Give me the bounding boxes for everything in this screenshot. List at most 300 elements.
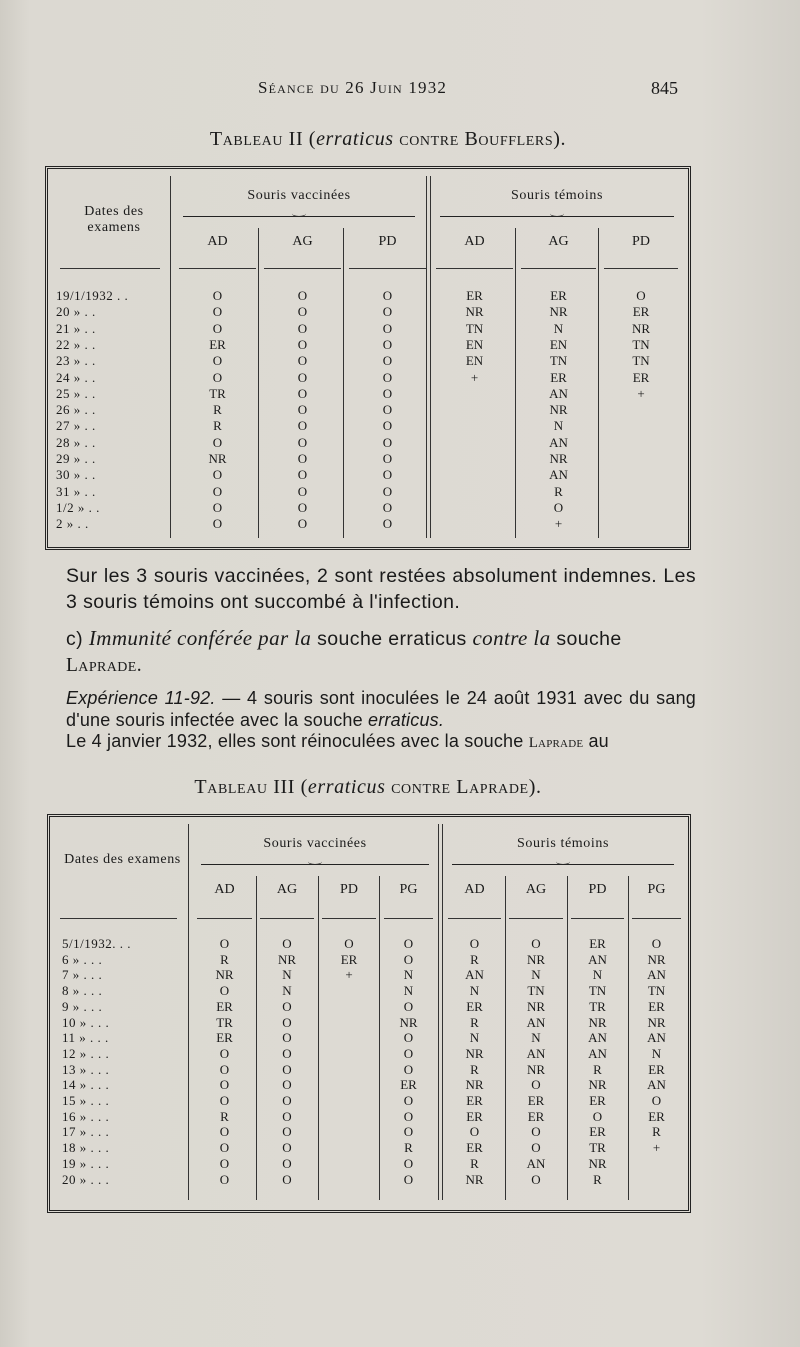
table3-brace-vaccinated bbox=[201, 858, 429, 865]
table2-cell: NR bbox=[208, 451, 227, 466]
table2-cell: TN bbox=[632, 336, 650, 352]
table3-cell: ER bbox=[466, 1108, 483, 1124]
reinoculation-text-end: au bbox=[583, 731, 609, 751]
table3-caption bbox=[0, 776, 768, 799]
table2-brace-controls bbox=[440, 210, 674, 217]
table2-row-date: 31 » . . bbox=[56, 483, 96, 499]
table3-cell: O bbox=[403, 1045, 414, 1061]
table3-cell: O bbox=[219, 936, 230, 951]
table3-cell: AN bbox=[647, 1030, 666, 1046]
table2-cell: O bbox=[297, 434, 308, 450]
table2-group-controls: Souris témoins bbox=[510, 188, 604, 203]
table3-cell: NR bbox=[399, 1014, 418, 1030]
table3-table-row bbox=[0, 1172, 800, 1187]
table3-cell: TN bbox=[647, 983, 666, 999]
table2-rule bbox=[436, 268, 513, 269]
table3-cell: ER bbox=[340, 951, 358, 967]
table3-cell: O bbox=[219, 983, 230, 999]
table2-cell: O bbox=[297, 353, 308, 369]
table3-cell: R bbox=[470, 1155, 479, 1171]
table3-cell: O bbox=[531, 1077, 541, 1093]
table3-cell: AN bbox=[526, 1014, 546, 1030]
table3-table-row bbox=[0, 1140, 800, 1155]
table3-cell: NR bbox=[526, 951, 546, 967]
table3-cell: NR bbox=[526, 1061, 546, 1077]
table3-cell: O bbox=[531, 1171, 541, 1187]
table2-cell: O bbox=[382, 499, 393, 515]
table3-table-row bbox=[0, 1077, 800, 1092]
table3-cell: O bbox=[282, 1045, 292, 1061]
table3-row-date: 12 » . . . bbox=[62, 1045, 110, 1061]
table2-rule bbox=[264, 268, 341, 269]
table2-cell: O bbox=[297, 304, 308, 320]
table2-cell: R bbox=[213, 402, 222, 418]
table2-cell: O bbox=[382, 516, 393, 532]
table3-cell: R bbox=[470, 1014, 479, 1030]
table3-cell: ER bbox=[648, 1061, 665, 1077]
table3-row-date: 18 » . . . bbox=[62, 1140, 110, 1156]
table2-col-header: AG bbox=[548, 234, 569, 249]
table2-col-header: PD bbox=[632, 234, 650, 249]
table3-cell: AN bbox=[526, 1045, 546, 1061]
table3-cell: R bbox=[404, 1140, 413, 1156]
table2-cell: N bbox=[553, 320, 564, 336]
table3-table-row bbox=[0, 1030, 800, 1045]
table3-cell: ER bbox=[589, 936, 606, 951]
table2-cell: NR bbox=[549, 451, 568, 466]
table3-cell: N bbox=[282, 967, 292, 983]
table2-cell: O bbox=[382, 304, 393, 320]
table3-cell: R bbox=[593, 1171, 602, 1187]
table3-cell: O bbox=[282, 1030, 292, 1046]
table3-col-header: AG bbox=[276, 882, 298, 897]
table2-cell: ER bbox=[632, 369, 650, 385]
table3-table-row bbox=[0, 936, 800, 951]
running-head bbox=[0, 78, 800, 102]
table2-cell: + bbox=[470, 369, 479, 385]
table2-rule bbox=[60, 268, 160, 269]
table2-cell: N bbox=[553, 418, 564, 434]
table2-table-row bbox=[0, 516, 800, 531]
table3-cell: O bbox=[282, 998, 292, 1014]
table2-cell: O bbox=[212, 467, 223, 483]
table2-cell: O bbox=[297, 336, 308, 352]
table3-cell: + bbox=[652, 1140, 661, 1156]
reinoculation-strain: Laprade bbox=[528, 735, 584, 751]
table2-cell: EN bbox=[465, 336, 484, 352]
table3-table-row bbox=[0, 967, 800, 982]
table2-cell: O bbox=[212, 499, 223, 515]
table3-cell: O bbox=[282, 1061, 292, 1077]
table2-table-row bbox=[0, 435, 800, 450]
table3-row-date: 11 » . . . bbox=[62, 1030, 109, 1046]
table3-cell: O bbox=[531, 1124, 541, 1140]
table3-cell: NR bbox=[647, 1014, 666, 1030]
table3-cell: O bbox=[282, 1171, 292, 1187]
table2-col-header: PD bbox=[378, 234, 397, 249]
table3-cell: ER bbox=[527, 1108, 545, 1124]
table3-cell: NR bbox=[465, 1077, 484, 1093]
table3-cell: O bbox=[403, 1030, 414, 1046]
table2-cell: TR bbox=[209, 385, 226, 401]
table2-cell: ER bbox=[209, 336, 226, 352]
table2-col-header: AG bbox=[292, 234, 313, 249]
table2-col-header: AD bbox=[464, 234, 485, 249]
table2-cell: AN bbox=[549, 434, 568, 450]
table2-row-date: 24 » . . bbox=[56, 369, 96, 385]
table3-cell: O bbox=[282, 936, 292, 951]
experiment-text-italic: erraticus. bbox=[368, 710, 445, 730]
table2-cell: TN bbox=[632, 353, 650, 369]
table2-rule bbox=[179, 268, 256, 269]
table2-rule bbox=[521, 268, 596, 269]
table2-cell: O bbox=[297, 418, 308, 434]
table2-table-row bbox=[0, 418, 800, 433]
table2-cell: ER bbox=[466, 288, 483, 303]
section-heading-part: contre la bbox=[472, 626, 551, 650]
table3-group-vaccinated: Souris vaccinées bbox=[263, 836, 367, 851]
table2-cell: NR bbox=[549, 402, 568, 418]
section-heading bbox=[66, 625, 696, 679]
table2-cell: O bbox=[212, 369, 223, 385]
table3-cell: N bbox=[469, 983, 480, 999]
table3-cell: R bbox=[652, 1124, 661, 1140]
paragraph-experiment bbox=[66, 687, 696, 731]
table3-cell: AN bbox=[588, 1045, 607, 1061]
table2-cell: R bbox=[554, 483, 563, 499]
table3-cell: N bbox=[282, 983, 292, 999]
table2-table-row bbox=[0, 467, 800, 482]
table3-cell: O bbox=[219, 1045, 230, 1061]
table3-row-date: 9 » . . . bbox=[62, 998, 103, 1014]
table3-cell: AN bbox=[465, 967, 484, 983]
table3-cell: N bbox=[403, 983, 414, 999]
table3-rule bbox=[509, 918, 563, 919]
table3-caption-italic: erraticus bbox=[307, 776, 386, 798]
table2-caption-suffix: contre Boufflers). bbox=[393, 128, 567, 150]
table3-cell: O bbox=[282, 1124, 292, 1140]
table2-cell: ER bbox=[550, 288, 567, 303]
table3-cell: N bbox=[531, 967, 541, 983]
table2-cell: O bbox=[297, 516, 308, 532]
table2-cell: O bbox=[382, 353, 393, 369]
table3-cell: AN bbox=[588, 951, 607, 967]
table2-cell: O bbox=[382, 369, 393, 385]
table3-rule bbox=[260, 918, 314, 919]
table2-row-date: 25 » . . bbox=[56, 385, 96, 401]
table3-cell: NR bbox=[588, 1014, 607, 1030]
table3-cell: O bbox=[531, 1140, 541, 1156]
table2-cell: NR bbox=[549, 304, 568, 320]
table3-cell: ER bbox=[216, 1030, 233, 1046]
table3-row-date: 20 » . . . bbox=[62, 1171, 110, 1187]
table2-row-date: 26 » . . bbox=[56, 402, 96, 418]
table2-table-row bbox=[0, 484, 800, 499]
table3-row-date: 7 » . . . bbox=[62, 967, 103, 983]
table3-row-date: 17 » . . . bbox=[62, 1124, 110, 1140]
table3-cell: O bbox=[344, 936, 354, 951]
table3-rule bbox=[448, 918, 501, 919]
table3-cell: NR bbox=[588, 1155, 607, 1171]
table3-cell: R bbox=[220, 1108, 229, 1124]
table2-cell: O bbox=[297, 402, 308, 418]
table3-cell: + bbox=[345, 967, 353, 983]
table3-cell: O bbox=[282, 1077, 292, 1093]
table2-cell: O bbox=[297, 483, 308, 499]
running-head-title: Séance du 26 Juin 1932 bbox=[258, 78, 448, 97]
table3-row-date: 14 » . . . bbox=[62, 1077, 110, 1093]
table3-cell: O bbox=[282, 1108, 292, 1124]
table2-rule bbox=[604, 268, 678, 269]
table2-caption bbox=[0, 128, 788, 151]
table3-cell: O bbox=[651, 936, 662, 951]
table2-cell: AN bbox=[549, 467, 568, 483]
table3-col-header: PD bbox=[588, 882, 607, 897]
table3-cell: O bbox=[219, 1171, 230, 1187]
table3-col-header: PD bbox=[340, 882, 358, 897]
table3-row-date: 8 » . . . bbox=[62, 983, 103, 999]
table3-cell: O bbox=[282, 1093, 292, 1108]
table2-cell: O bbox=[212, 516, 223, 532]
table2-table-row bbox=[0, 353, 800, 368]
table3-cell: O bbox=[651, 1093, 662, 1108]
table2-dates-header: Dates des examens bbox=[84, 204, 144, 235]
table3-row-date: 13 » . . . bbox=[62, 1061, 110, 1077]
table3-cell: TR bbox=[589, 998, 606, 1014]
table2-cell: O bbox=[553, 499, 564, 515]
table3-cell: ER bbox=[466, 998, 483, 1014]
table3-caption-suffix: contre Laprade). bbox=[385, 776, 542, 798]
table3-cell: O bbox=[219, 1093, 230, 1108]
table3-cell: N bbox=[531, 1030, 541, 1046]
table3-table-row bbox=[0, 1062, 800, 1077]
table2-cell: O bbox=[636, 288, 646, 303]
table2-cell: O bbox=[212, 483, 223, 499]
table3-rule bbox=[197, 918, 252, 919]
table2-cell: O bbox=[382, 402, 393, 418]
table2-row-date: 30 » . . bbox=[56, 467, 96, 483]
table3-table-row bbox=[0, 952, 800, 967]
table2-cell: O bbox=[382, 434, 393, 450]
table2-cell: EN bbox=[465, 353, 484, 369]
table3-cell: ER bbox=[648, 1108, 665, 1124]
table3-cell: R bbox=[470, 951, 479, 967]
table2-cell: O bbox=[297, 288, 308, 303]
table3-dates-header: Dates des examens bbox=[64, 852, 181, 867]
table3-row-date: 15 » . . . bbox=[62, 1093, 110, 1108]
table3-cell: TN bbox=[527, 983, 545, 999]
table2-cell: ER bbox=[632, 304, 650, 320]
table3-cell: TR bbox=[589, 1140, 606, 1156]
table2-cell: O bbox=[382, 385, 393, 401]
table3-cell: N bbox=[651, 1045, 662, 1061]
table3-cell: O bbox=[403, 951, 414, 967]
table3-cell: O bbox=[219, 1155, 230, 1171]
table3-rule bbox=[60, 918, 177, 919]
table2-table-row bbox=[0, 337, 800, 352]
table3-cell: O bbox=[219, 1124, 230, 1140]
section-heading-part: Immunité conférée par la bbox=[88, 626, 312, 650]
table3-group-controls: Souris témoins bbox=[516, 836, 610, 851]
table3-cell: ER bbox=[589, 1093, 606, 1108]
table3-cell: TR bbox=[216, 1014, 233, 1030]
table2-table-row bbox=[0, 500, 800, 515]
table2-table-row bbox=[0, 402, 800, 417]
table2-cell: O bbox=[297, 451, 308, 466]
table3-cell: TN bbox=[588, 983, 607, 999]
table3-cell: O bbox=[403, 1061, 414, 1077]
table3-cell: N bbox=[592, 967, 603, 983]
table2-cell: AN bbox=[549, 385, 568, 401]
table3-cell: O bbox=[403, 998, 414, 1014]
table3-cell: O bbox=[219, 1140, 230, 1156]
table3-cell: ER bbox=[527, 1093, 545, 1108]
table2-cell: R bbox=[213, 418, 222, 434]
table3-cell: NR bbox=[465, 1045, 484, 1061]
table2-cell: TN bbox=[549, 353, 568, 369]
table3-table-row bbox=[0, 1156, 800, 1171]
table3-cell: O bbox=[592, 1108, 603, 1124]
table3-cell: AN bbox=[526, 1155, 546, 1171]
table3-cell: ER bbox=[648, 998, 665, 1014]
table2-table-row bbox=[0, 304, 800, 319]
table2-brace-vaccinated bbox=[183, 210, 415, 217]
table2-cell: O bbox=[212, 288, 223, 303]
table2-cell: ER bbox=[550, 369, 567, 385]
table3-table-row bbox=[0, 1124, 800, 1139]
table3-row-date: 5/1/1932. . . bbox=[62, 936, 131, 951]
table3-cell: O bbox=[403, 1171, 414, 1187]
table2-cell: O bbox=[382, 467, 393, 483]
section-heading-part: Laprade. bbox=[66, 655, 142, 676]
table2-cell: O bbox=[297, 467, 308, 483]
table3-cell: O bbox=[282, 1014, 292, 1030]
table3-rule bbox=[322, 918, 376, 919]
table3-cell: NR bbox=[277, 951, 297, 967]
table3-table-row bbox=[0, 1109, 800, 1124]
section-heading-part: souche erraticus bbox=[311, 628, 473, 650]
table3-cell: O bbox=[469, 936, 480, 951]
table3-cell: AN bbox=[647, 967, 666, 983]
table3-cell: N bbox=[469, 1030, 480, 1046]
section-letter: c) bbox=[66, 628, 89, 650]
table2-row-date: 19/1/1932 . . bbox=[56, 288, 129, 303]
table2-caption-prefix: Tableau II ( bbox=[209, 128, 317, 150]
table2-cell: O bbox=[297, 369, 308, 385]
table2-row-date: 2 » . . bbox=[56, 516, 89, 532]
table2-table-row bbox=[0, 288, 800, 303]
table3-col-header: AG bbox=[525, 882, 547, 897]
table3-table-row bbox=[0, 1015, 800, 1030]
table2-table-row bbox=[0, 386, 800, 401]
table3-cell: O bbox=[403, 1108, 414, 1124]
table3-row-date: 19 » . . . bbox=[62, 1155, 110, 1171]
table2-group-vaccinated: Souris vaccinées bbox=[247, 188, 351, 203]
table3-cell: O bbox=[282, 1140, 292, 1156]
table2-cell: O bbox=[382, 483, 393, 499]
table3-cell: R bbox=[593, 1061, 602, 1077]
experiment-text: — 4 souris sont inoculées le 24 août 1931 avec du sang d'une souris infectée avec la souche bbox=[66, 688, 697, 730]
table3-cell: NR bbox=[647, 951, 666, 967]
table2-row-date: 21 » . . bbox=[56, 320, 96, 336]
table3-row-date: 16 » . . . bbox=[62, 1108, 110, 1124]
paragraph-result: Sur les 3 souris vaccinées, 2 sont restées absolument indemnes. Les 3 souris témoins ont succombé à l'infection. bbox=[66, 565, 696, 613]
table2-row-date: 29 » . . bbox=[56, 451, 96, 466]
table2-cell: O bbox=[212, 434, 223, 450]
table2-row-date: 22 » . . bbox=[56, 336, 96, 352]
table2-row-date: 20 » . . bbox=[56, 304, 96, 320]
table2-cell: O bbox=[382, 288, 393, 303]
table3-cell: AN bbox=[647, 1077, 666, 1093]
table2-table-row bbox=[0, 451, 800, 466]
table2-row-date: 27 » . . bbox=[56, 418, 96, 434]
table3-table-row bbox=[0, 1093, 800, 1108]
table3-cell: NR bbox=[215, 967, 234, 983]
table3-cell: O bbox=[531, 936, 541, 951]
table2-col-header: AD bbox=[207, 234, 228, 249]
table2-cell: O bbox=[297, 385, 308, 401]
table2-cell: O bbox=[297, 499, 308, 515]
table2-row-date: 23 » . . bbox=[56, 353, 96, 369]
table3-col-header: AD bbox=[214, 882, 235, 897]
table3-cell: O bbox=[403, 1155, 414, 1171]
table2-caption-italic: erraticus bbox=[316, 128, 394, 150]
table2-cell: O bbox=[212, 304, 223, 320]
table2-cell: + bbox=[554, 516, 563, 532]
table3-cell: ER bbox=[466, 1093, 483, 1108]
table2-cell: O bbox=[382, 320, 393, 336]
table3-col-header: AD bbox=[464, 882, 485, 897]
table2-row-date: 28 » . . bbox=[56, 434, 96, 450]
table2-cell: NR bbox=[631, 320, 651, 336]
table2-table-row bbox=[0, 321, 800, 336]
table3-rule bbox=[384, 918, 433, 919]
table3-col-header: PG bbox=[647, 882, 666, 897]
reinoculation-text: Le 4 janvier 1932, elles sont réinoculées avec la souche bbox=[66, 731, 529, 751]
table3-table-row bbox=[0, 999, 800, 1014]
page-number: 845 bbox=[651, 78, 678, 98]
table3-rule bbox=[571, 918, 624, 919]
table2-cell: O bbox=[212, 353, 223, 369]
table2-rule bbox=[349, 268, 426, 269]
table2-cell: O bbox=[382, 418, 393, 434]
table3-cell: ER bbox=[466, 1140, 483, 1156]
table3-cell: N bbox=[403, 967, 414, 983]
table3-rule bbox=[632, 918, 681, 919]
table3-cell: AN bbox=[588, 1030, 607, 1046]
table2-cell: O bbox=[382, 451, 393, 466]
table3-cell: O bbox=[403, 1124, 414, 1140]
table2-cell: + bbox=[637, 385, 645, 401]
table3-row-date: 6 » . . . bbox=[62, 951, 103, 967]
table3-cell: O bbox=[219, 1061, 230, 1077]
table3-cell: O bbox=[403, 1093, 414, 1108]
table3-col-header: PG bbox=[399, 882, 418, 897]
paragraph-reinoculation bbox=[66, 730, 696, 754]
table3-cell: NR bbox=[526, 998, 546, 1014]
table3-cell: R bbox=[220, 951, 229, 967]
table3-table-row bbox=[0, 1046, 800, 1061]
table3-cell: O bbox=[219, 1077, 230, 1093]
table3-table-row bbox=[0, 983, 800, 998]
table2-cell: TN bbox=[465, 320, 484, 336]
table3-cell: ER bbox=[589, 1124, 606, 1140]
table3-row-date: 10 » . . . bbox=[62, 1014, 110, 1030]
table3-cell: NR bbox=[465, 1171, 484, 1187]
table2-cell: O bbox=[382, 336, 393, 352]
table2-row-date: 1/2 » . . bbox=[56, 499, 100, 515]
table3-cell: O bbox=[403, 936, 414, 951]
